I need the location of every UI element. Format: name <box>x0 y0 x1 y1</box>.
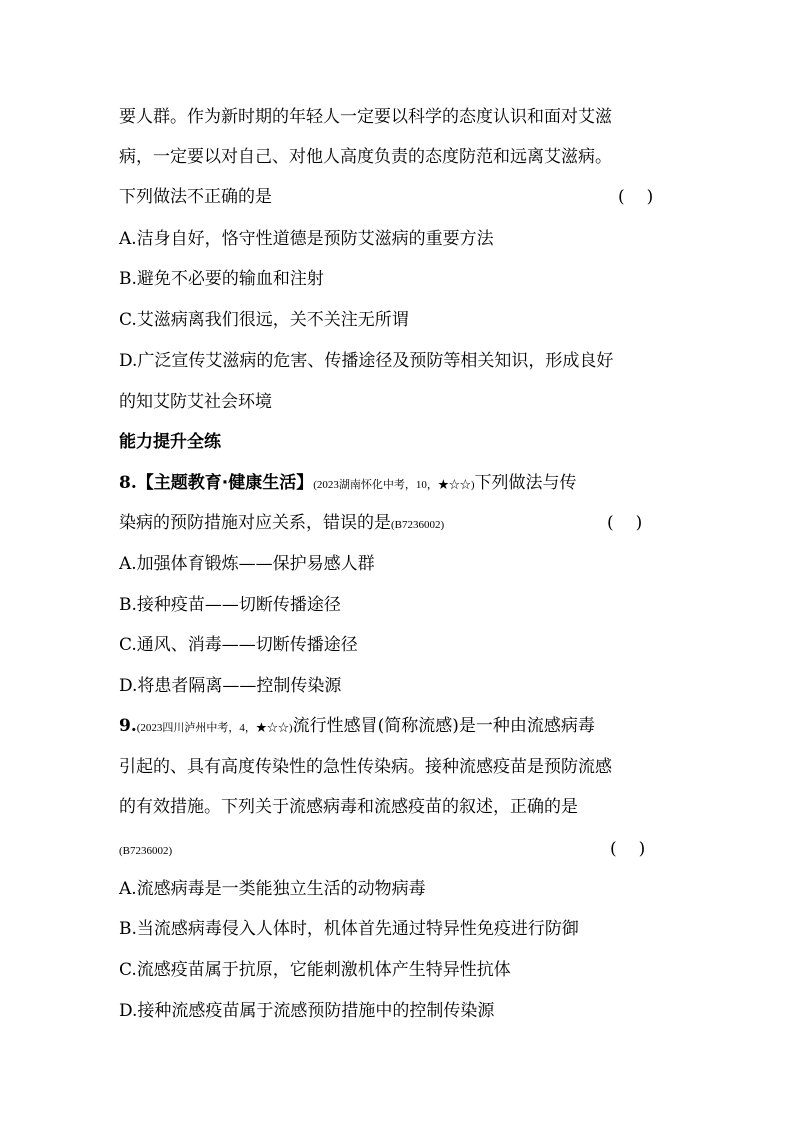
q8-option-d: D.将患者隔离——控制传染源 <box>119 676 342 696</box>
q8-stem-line-2 <box>119 512 444 536</box>
q9-stem-start: 流行性感冒(简称流感)是一种由流感病毒 <box>292 716 595 736</box>
bracket-open: ( <box>607 513 614 533</box>
q8-stem-start: 下列做法与传 <box>474 473 577 493</box>
q8-option-c: C.通风、消毒——切断传播途径 <box>119 635 358 655</box>
q9-option-b: B.当流感病毒侵入人体时，机体首先通过特异性免疫进行防御 <box>119 919 579 939</box>
q9-stem-line-1 <box>119 715 595 739</box>
bracket-close: ) <box>635 513 643 533</box>
q7-option-d: D.广泛宣传艾滋病的危害、传播途径及预防等相关知识，形成良好 <box>119 351 614 371</box>
q8-code: (B7236002) <box>391 519 445 531</box>
q9-option-d: D.接种流感疫苗属于流感预防措施中的控制传染源 <box>119 1001 495 1021</box>
q9-option-a: A.流感病毒是一类能独立生活的动物病毒 <box>119 879 426 899</box>
q7-option-c: C.艾滋病离我们很远，关不关注无所谓 <box>119 310 409 330</box>
q9-stem-line-3: 的有效措施。下列关于流感病毒和流感疫苗的叙述，正确的是 <box>119 797 578 817</box>
q8-stem-end: 染病的预防措施对应关系，错误的是 <box>119 513 391 533</box>
answer-bracket-q8 <box>607 512 642 534</box>
q8-number: 8. <box>119 473 137 493</box>
answer-bracket-q9 <box>610 838 645 860</box>
q9-number: 9. <box>119 716 137 736</box>
q9-stem-line-2: 引起的、具有高度传染性的急性传染病。接种流感疫苗是预防流感 <box>119 757 612 777</box>
answer-bracket-q7 <box>618 186 653 208</box>
intro-line-1: 要人群。作为新时期的年轻人一定要以科学的态度认识和面对艾滋 <box>119 107 612 127</box>
bracket-close: ) <box>646 187 654 207</box>
q7-option-a: A.洁身自好，恪守性道德是预防艾滋病的重要方法 <box>119 229 494 249</box>
q8-option-b: B.接种疫苗——切断传播途径 <box>119 595 341 615</box>
q8-option-a: A.加强体育锻炼——保护易感人群 <box>119 554 375 574</box>
q7-option-b: B.避免不必要的输血和注射 <box>119 269 324 289</box>
section-title: 能力提升全练 <box>119 432 221 452</box>
q8-source: (2023湖南怀化中考，10，★☆☆) <box>313 479 475 491</box>
q8-topic-tag: 【主题教育·健康生活】 <box>136 473 314 493</box>
q9-code: (B7236002) <box>119 845 173 857</box>
q9-option-c: C.流感疫苗属于抗原，它能刺激机体产生特异性抗体 <box>119 960 511 980</box>
bracket-close: ) <box>638 839 646 859</box>
q9-code-line <box>119 838 172 862</box>
q8-stem-line-1 <box>119 472 577 496</box>
q9-source: (2023四川泸州中考，4，★☆☆) <box>136 722 293 734</box>
intro-line-3: 下列做法不正确的是 <box>119 187 272 207</box>
q7-option-d-cont: 的知艾防艾社会环境 <box>119 392 272 412</box>
bracket-open: ( <box>610 839 617 859</box>
bracket-open: ( <box>618 187 625 207</box>
intro-line-2: 病，一定要以对自己、对他人高度负责的态度防范和远离艾滋病。 <box>119 147 612 167</box>
